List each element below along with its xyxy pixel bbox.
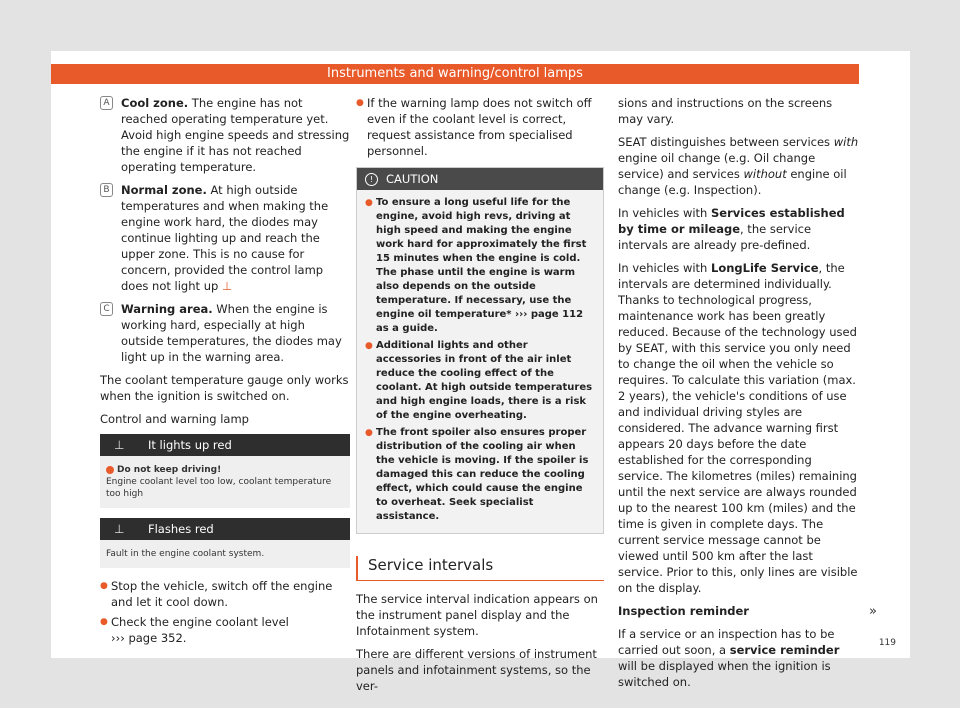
lamp-text: Engine coolant level too low, coolant temperature too high xyxy=(106,477,332,499)
caution-item: ● The front spoiler also ensures proper distribution of the cooling air when the vehicle is moving. If the spoiler is damaged this can reduce the cooling effect, which could cause the engine to overheat. Seek specialist assistance. xyxy=(365,426,595,524)
page-ref-link[interactable]: ››› page 352. xyxy=(111,631,187,645)
zone-text: At high outside temperatures and when making the engine work hard, the diodes may continue lighting up and reach the upper zone. This is no cause for concern, provided the control lamp does not light up xyxy=(121,183,329,293)
paragraph: There are different versions of instrument panels and infotainment systems, so the ver- xyxy=(356,647,597,693)
lamp-title: It lights up red xyxy=(148,438,232,452)
intro-bullet: ● If the warning lamp does not switch off even if the coolant level is correct, request assistance from specialised personnel. xyxy=(356,95,604,159)
lamp-lights-red-header xyxy=(100,434,350,456)
caution-item: ● To ensure a long useful life for the engine, avoid high revs, driving at high speed and making the engine work hard for approximately the first 15 minutes when the engine is cold. The phase until the engine is warm also depends on the outside temperature. If necessary, use the engine oil temperature* ››› page 112 as a guide. xyxy=(365,196,595,336)
zone-term: Normal zone. xyxy=(121,183,207,197)
column-1 xyxy=(100,95,350,650)
column-2 xyxy=(356,95,604,701)
lamp-flashes-red-header xyxy=(100,518,350,540)
zone-term: Cool zone. xyxy=(121,96,189,110)
text: , the intervals are determined individually. Thanks to technological progress, maintenance work has been greatly reduced. Because of the technology used by SEAT, with this service you only need to change the oil when the vehicle so requires. To calculate this variation (max. 2 years), the vehicle's conditions of use and individual driving styles are considered. The advance warning first appears 20 days before the date established for the corresponding service. The kilometres (miles) remaining until the next service are always rounded up to the nearest 100 km (miles) and the time is given in complete days. The current service message cannot be viewed until 500 km after the last service. Prior to this, only lines are visible on the display. xyxy=(618,261,858,595)
zone-term: Warning area. xyxy=(121,302,213,316)
caution-body xyxy=(357,190,603,533)
bold-term: LongLife Service xyxy=(711,261,819,275)
text: , the service intervals are already pre-defined. xyxy=(618,222,812,252)
text: SEAT distinguishes between services xyxy=(618,135,834,149)
section-header: Instruments and warning/control lamps xyxy=(51,64,859,84)
continue-mark: » xyxy=(869,604,877,619)
marker-c: C xyxy=(100,302,113,316)
page-number: 119 xyxy=(878,638,896,648)
paragraph: sions and instructions on the screens may vary. xyxy=(618,96,833,126)
coolant-temperature-icon: ⊥ xyxy=(221,279,232,293)
lamp-title: Flashes red xyxy=(148,522,214,536)
caution-icon: ! xyxy=(365,173,378,186)
bold-term: service reminder xyxy=(729,643,840,657)
caution-header xyxy=(357,168,603,190)
marker-b: B xyxy=(100,183,113,197)
paragraph: The service interval indication appears on the instrument panel display and the Infotainment system. xyxy=(356,592,598,638)
emphasis: with xyxy=(833,135,859,149)
text: will be displayed when the ignition is switched on. xyxy=(618,659,831,689)
column-3 xyxy=(618,95,860,697)
instruction-bullet: ● Stop the vehicle, switch off the engine and let it cool down. xyxy=(100,578,350,610)
lamp-flashes-red-body xyxy=(100,540,350,568)
zone-item-a xyxy=(100,95,350,175)
text: engine oil change (e.g. Inspection). xyxy=(618,167,847,197)
gauge-note: The coolant temperature gauge only works when the ignition is switched on. xyxy=(100,373,349,403)
section-title: Service intervals xyxy=(356,556,604,581)
coolant-temperature-icon: ⊥ xyxy=(114,438,125,452)
caution-item: ● Additional lights and other accessories in front of the air inlet reduce the cooling effect of the coolant. At high outside temperatures and high engine loads, there is a risk of the engine overheating. xyxy=(365,339,595,423)
instruction-bullet xyxy=(100,614,350,646)
paragraph xyxy=(618,205,860,253)
zone-item-b xyxy=(100,182,350,294)
marker-a: A xyxy=(100,96,113,110)
text: In vehicles with xyxy=(618,261,711,275)
zone-text: When the engine is working hard, especially at high outside temperatures, the diodes may light up in the warning area. xyxy=(121,302,342,364)
text: If a service or an inspection has to be carried out soon, a xyxy=(618,627,835,657)
control-heading: Control and warning lamp xyxy=(100,412,249,426)
bold-term: Services established by time or mileage xyxy=(618,206,845,236)
paragraph xyxy=(618,134,860,198)
zone-item-c xyxy=(100,301,350,365)
inspection-heading: Inspection reminder xyxy=(618,604,749,618)
caution-box xyxy=(356,167,604,534)
emphasis: without xyxy=(743,167,787,181)
text: engine oil change (e.g. Oil change service) and services xyxy=(618,151,816,181)
manual-page xyxy=(51,51,910,693)
coolant-temperature-icon: ⊥ xyxy=(114,522,125,536)
red-lamp-icon xyxy=(106,466,114,474)
text: In vehicles with xyxy=(618,206,711,220)
lamp-warning: Do not keep driving! xyxy=(117,465,222,475)
lamp-text: Fault in the engine coolant system. xyxy=(106,549,265,559)
paragraph xyxy=(618,626,860,690)
zone-text: The engine has not reached operating temperature yet. Avoid high engine speeds and stressing the engine if it has not reached operating temperature. xyxy=(121,96,350,174)
bullet-text: Check the engine coolant level xyxy=(111,615,289,629)
lamp-lights-red-body xyxy=(100,456,350,508)
paragraph xyxy=(618,260,860,596)
caution-title: CAUTION xyxy=(386,172,439,186)
